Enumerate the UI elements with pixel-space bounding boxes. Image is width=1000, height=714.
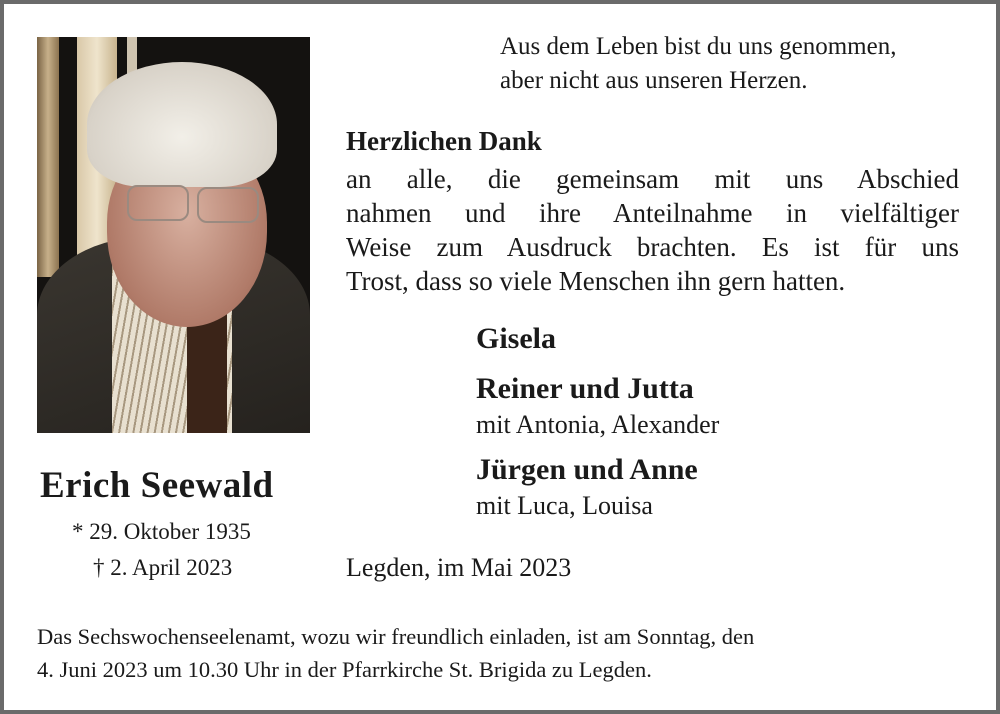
thanks-line: Weise zum Ausdruck brachten. Es ist für uns [346,232,959,262]
family-children: mit Antonia, Alexander [476,410,720,439]
family-name: Jürgen und Anne [476,453,698,486]
thanks-line: nahmen und ihre Anteilnahme in vielfältiger [346,198,959,228]
family-name: Reiner und Jutta [476,372,694,405]
announcement-line: Das Sechswochenseelenamt, wozu wir freundlich einladen, ist am Sonntag, den [37,624,755,649]
portrait-photo [37,37,310,433]
thanks-line: Trost, dass so viele Menschen ihn gern hatten. [346,266,846,296]
family-name: Gisela [476,322,556,355]
family-children: mit Luca, Louisa [476,491,653,520]
announcement-line: 4. Juni 2023 um 10.30 Uhr in der Pfarrkirche St. Brigida zu Legden. [37,657,652,682]
motto-line: aber nicht aus unseren Herzen. [500,67,808,94]
motto [500,30,896,98]
thanks-heading: Herzlichen Dank [346,126,542,156]
birth-date: * 29. Oktober 1935 [72,519,251,544]
place-date: Legden, im Mai 2023 [346,553,572,582]
death-date: † 2. April 2023 [93,555,233,580]
motto-line: Aus dem Leben bist du uns genommen, [500,33,897,60]
thanks-paragraph [346,162,959,298]
deceased-name: Erich Seewald [40,465,274,506]
thanks-line: an alle, die gemeinsam mit uns Abschied [346,164,959,194]
announcement [37,620,754,686]
